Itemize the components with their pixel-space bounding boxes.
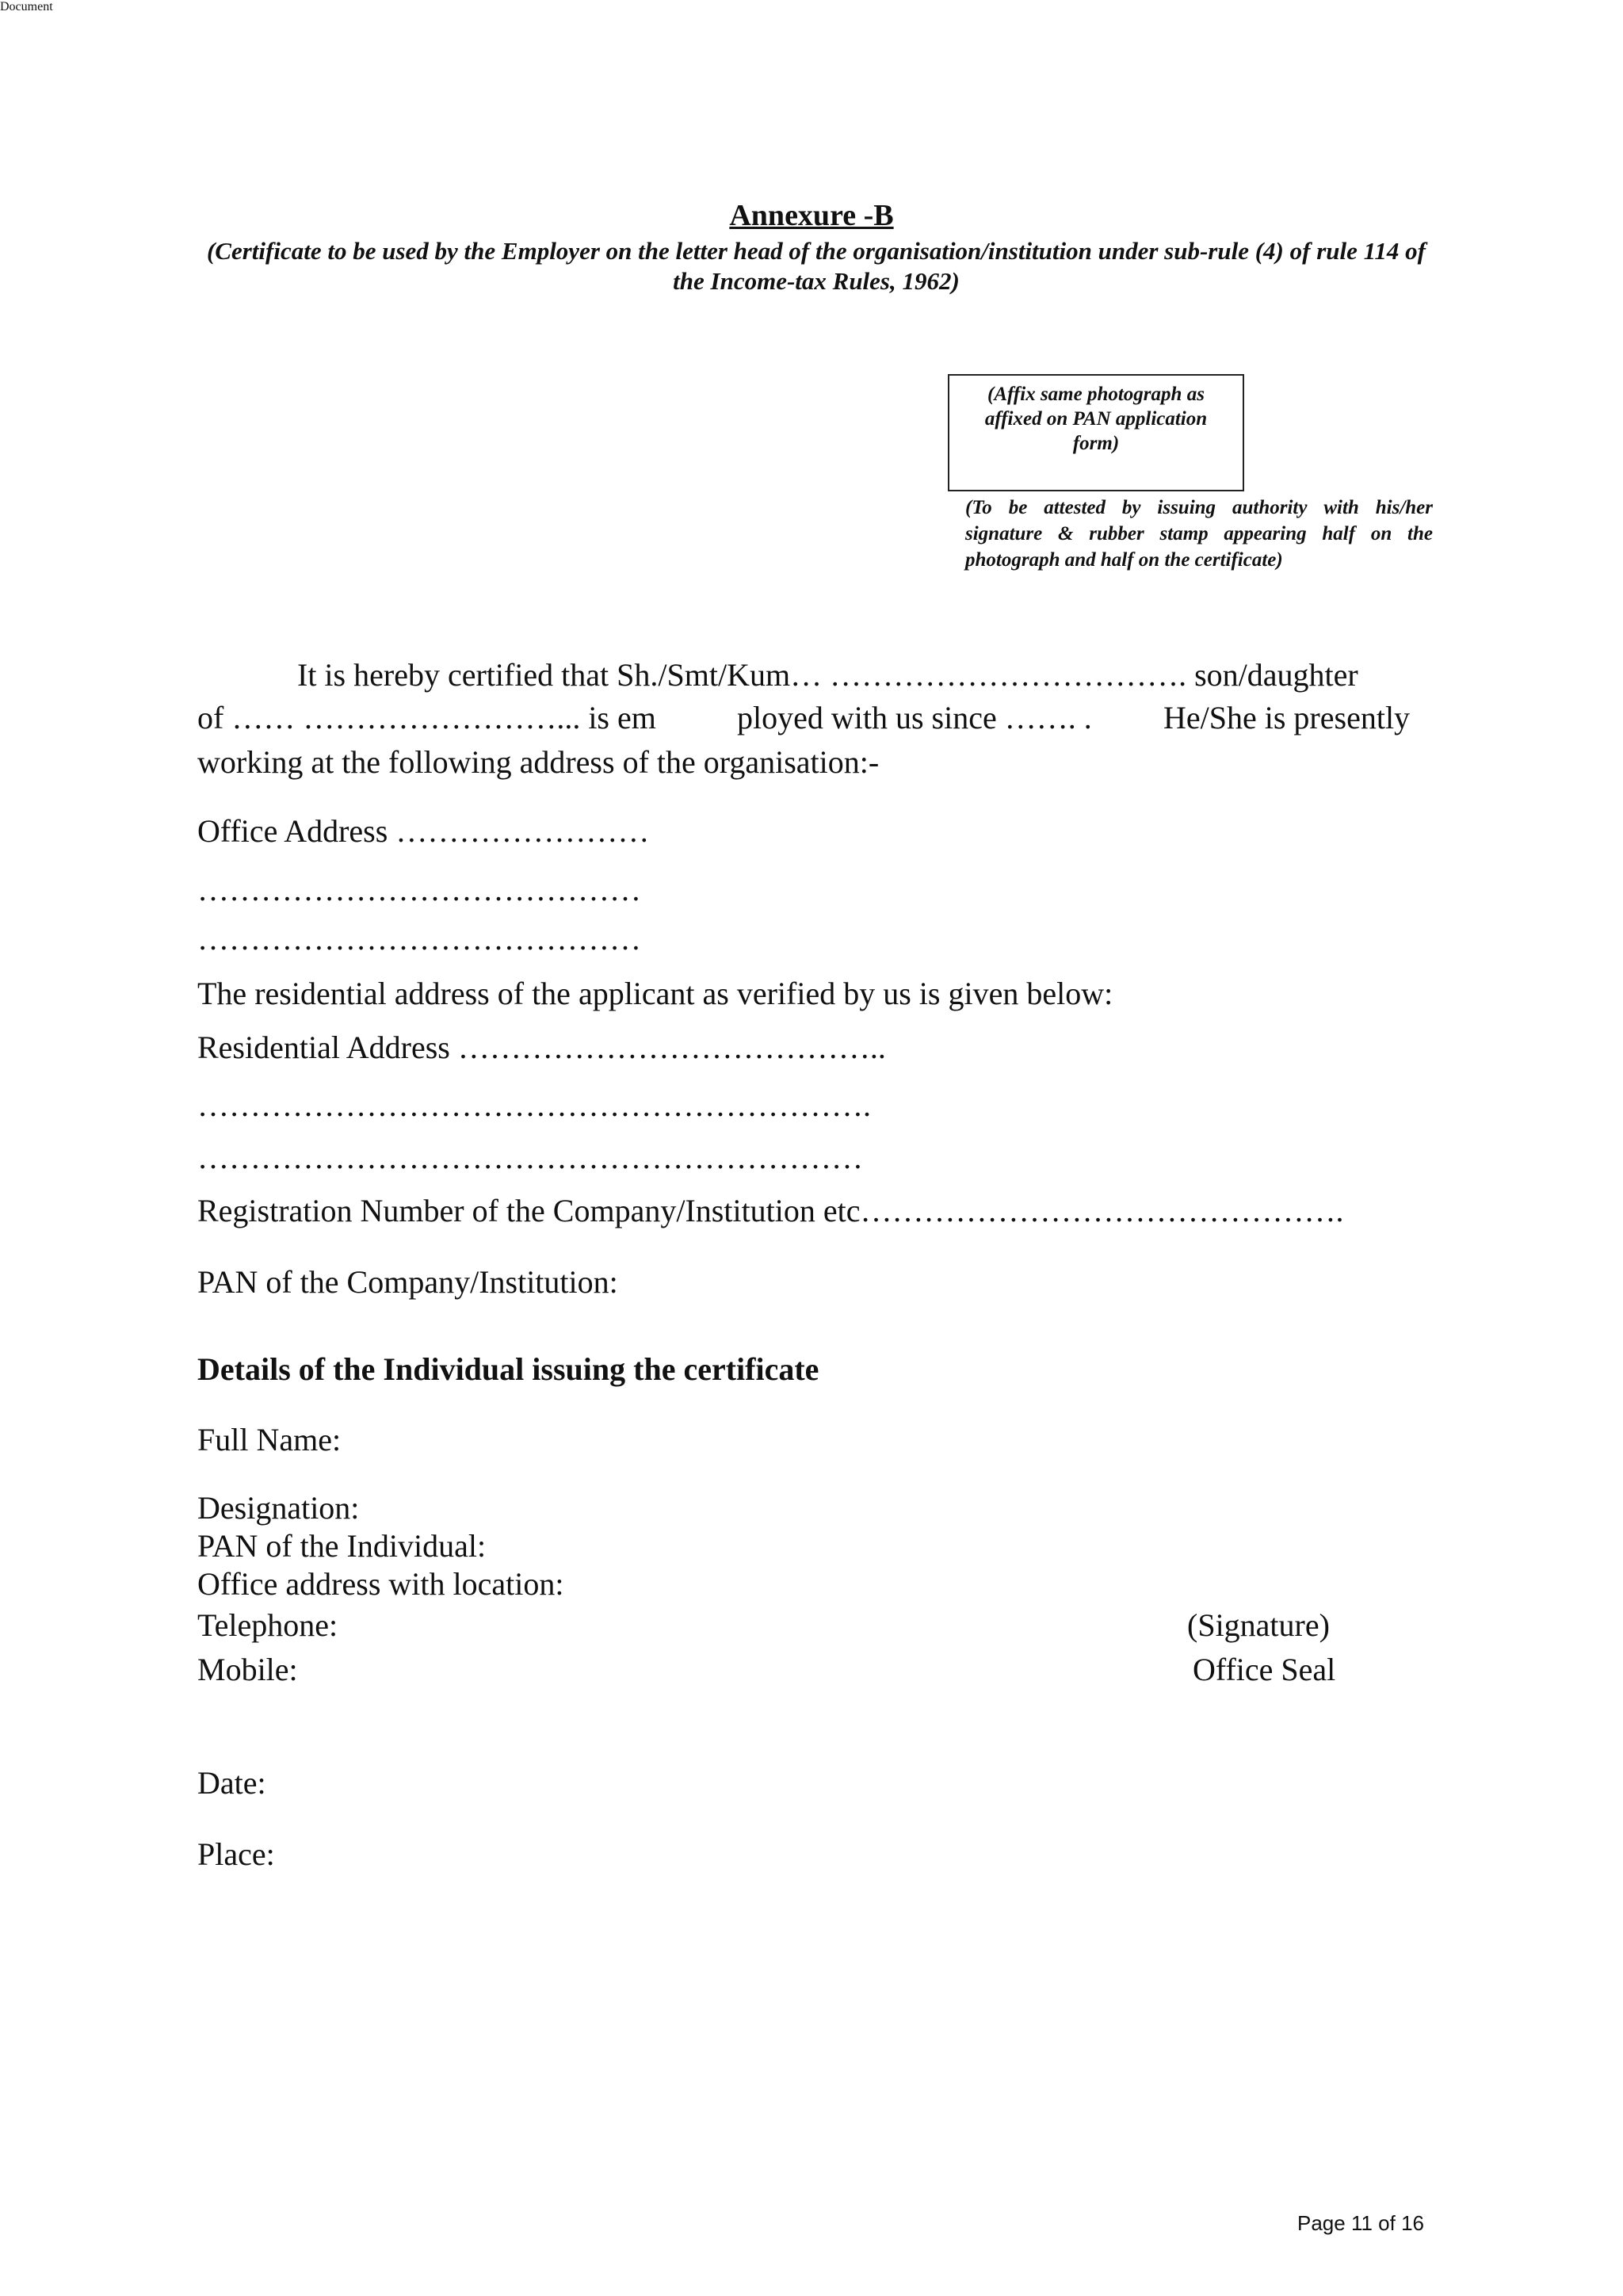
office-address-dots-2: …………………………………… [197, 921, 641, 957]
attestation-note: (To be attested by issuing authority with his/her signature & rubber stamp appearing half on the photograph and half on the certificate) [965, 497, 1433, 571]
certificate-line-2-left: of …… ……………………... is em [197, 700, 656, 735]
residential-address-dots-2: ……………………………………………………… [197, 1140, 863, 1175]
issuer-designation: Designation: [197, 1490, 360, 1526]
issuer-pan: PAN of the Individual: [197, 1528, 487, 1564]
office-address-dots-1: …………………………………… [197, 872, 641, 907]
residential-address-dots-1: ………………………………………………………. [197, 1087, 871, 1123]
annexure-title: Annexure -B [729, 199, 894, 232]
company-pan: PAN of the Company/Institution: [197, 1264, 618, 1300]
place-label: Place: [197, 1836, 275, 1872]
residential-intro: The residential address of the applicant as verified by us is given below: [197, 976, 1113, 1011]
issuer-details-heading: Details of the Individual issuing the certificate [197, 1351, 819, 1387]
office-address-label: Office Address …………………… [197, 813, 650, 849]
photograph-box [948, 374, 1244, 491]
issuer-office-address: Office address with location: [197, 1566, 564, 1602]
photograph-instruction: (Affix same photograph as affixed on PAN application form) [984, 384, 1208, 454]
issuer-telephone: Telephone: [197, 1607, 338, 1643]
certificate-line-2-mid: ployed with us since ……. . [737, 700, 1092, 735]
issuer-full-name: Full Name: [197, 1422, 342, 1457]
certificate-line-1: It is hereby certified that Sh./Smt/Kum… ……………………………. son/daughter [297, 657, 1358, 693]
office-seal-label: Office Seal [1193, 1652, 1336, 1687]
certificate-line-2-right: He/She is presently [1163, 700, 1411, 735]
certificate-line-3: working at the following address of the organisation:- [197, 744, 880, 780]
date-label: Date: [197, 1765, 266, 1801]
residential-address-label: Residential Address ………………………………….. [197, 1030, 886, 1065]
signature-label: (Signature) [1187, 1607, 1330, 1643]
annexure-subtitle: (Certificate to be used by the Employer on the letter head of the organisation/institution under sub-rule (4) of rule 114 of the Income-tax Rules, 1962) [206, 237, 1426, 295]
page-number: Page 11 of 16 [1297, 2211, 1424, 2235]
registration-number: Registration Number of the Company/Institution etc………………………………………. [197, 1193, 1344, 1228]
issuer-mobile: Mobile: [197, 1652, 298, 1687]
